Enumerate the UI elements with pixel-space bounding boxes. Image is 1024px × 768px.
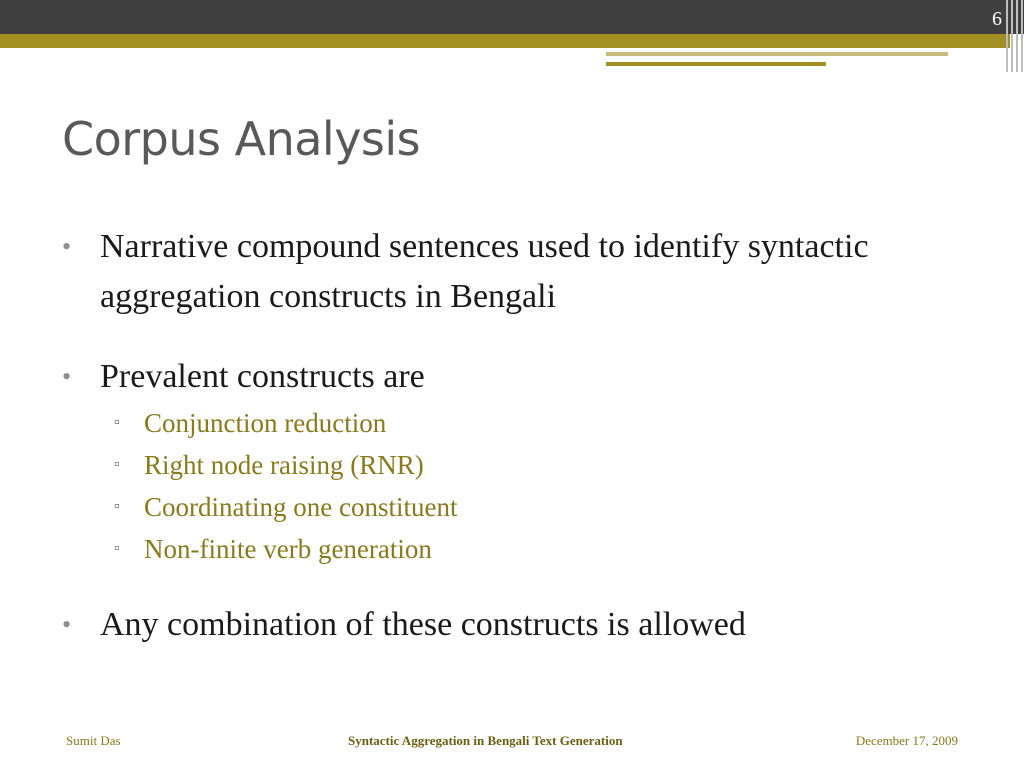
bullet-dot-icon: •: [62, 610, 72, 639]
sub-bullet-item: [62, 528, 962, 570]
bullet-text: Narrative compound sentences used to identify syntactic aggregation constructs in Bengali: [100, 228, 869, 315]
bullet-text: Prevalent constructs are: [100, 358, 425, 395]
sub-bullet-text: Non-finite verb generation: [144, 534, 432, 564]
footer-author: Sumit Das: [66, 733, 121, 748]
accent-line-dark: [606, 62, 826, 66]
footer-title: Syntactic Aggregation in Bengali Text Generation: [348, 733, 623, 748]
accent-band: [0, 34, 1010, 48]
bullet-item: [62, 352, 962, 402]
square-bullet-icon: ▫: [114, 498, 120, 515]
bullet-item: [62, 222, 962, 322]
page-number: 6: [992, 8, 1002, 30]
square-bullet-icon: ▫: [114, 540, 120, 557]
bullet-dot-icon: •: [62, 232, 72, 261]
bullet-dot-icon: •: [62, 362, 72, 391]
sub-bullet-item: [62, 402, 962, 444]
bullet-item: [62, 600, 962, 650]
sub-bullet-text: Right node raising (RNR): [144, 450, 424, 480]
bullet-text: Any combination of these constructs is allowed: [100, 606, 746, 643]
sub-bullet-item: [62, 444, 962, 486]
top-bar: [0, 0, 1024, 34]
sub-bullet-text: Conjunction reduction: [144, 408, 387, 438]
decorative-vertical-lines: [1004, 0, 1024, 72]
accent-line-light: [606, 52, 948, 56]
sub-bullet-text: Coordinating one constituent: [144, 492, 458, 522]
slide-content: [62, 222, 962, 650]
square-bullet-icon: ▫: [114, 456, 120, 473]
footer-date: December 17, 2009: [855, 733, 958, 748]
slide-title: Corpus Analysis: [62, 112, 421, 166]
square-bullet-icon: ▫: [114, 414, 120, 431]
sub-bullet-item: [62, 486, 962, 528]
